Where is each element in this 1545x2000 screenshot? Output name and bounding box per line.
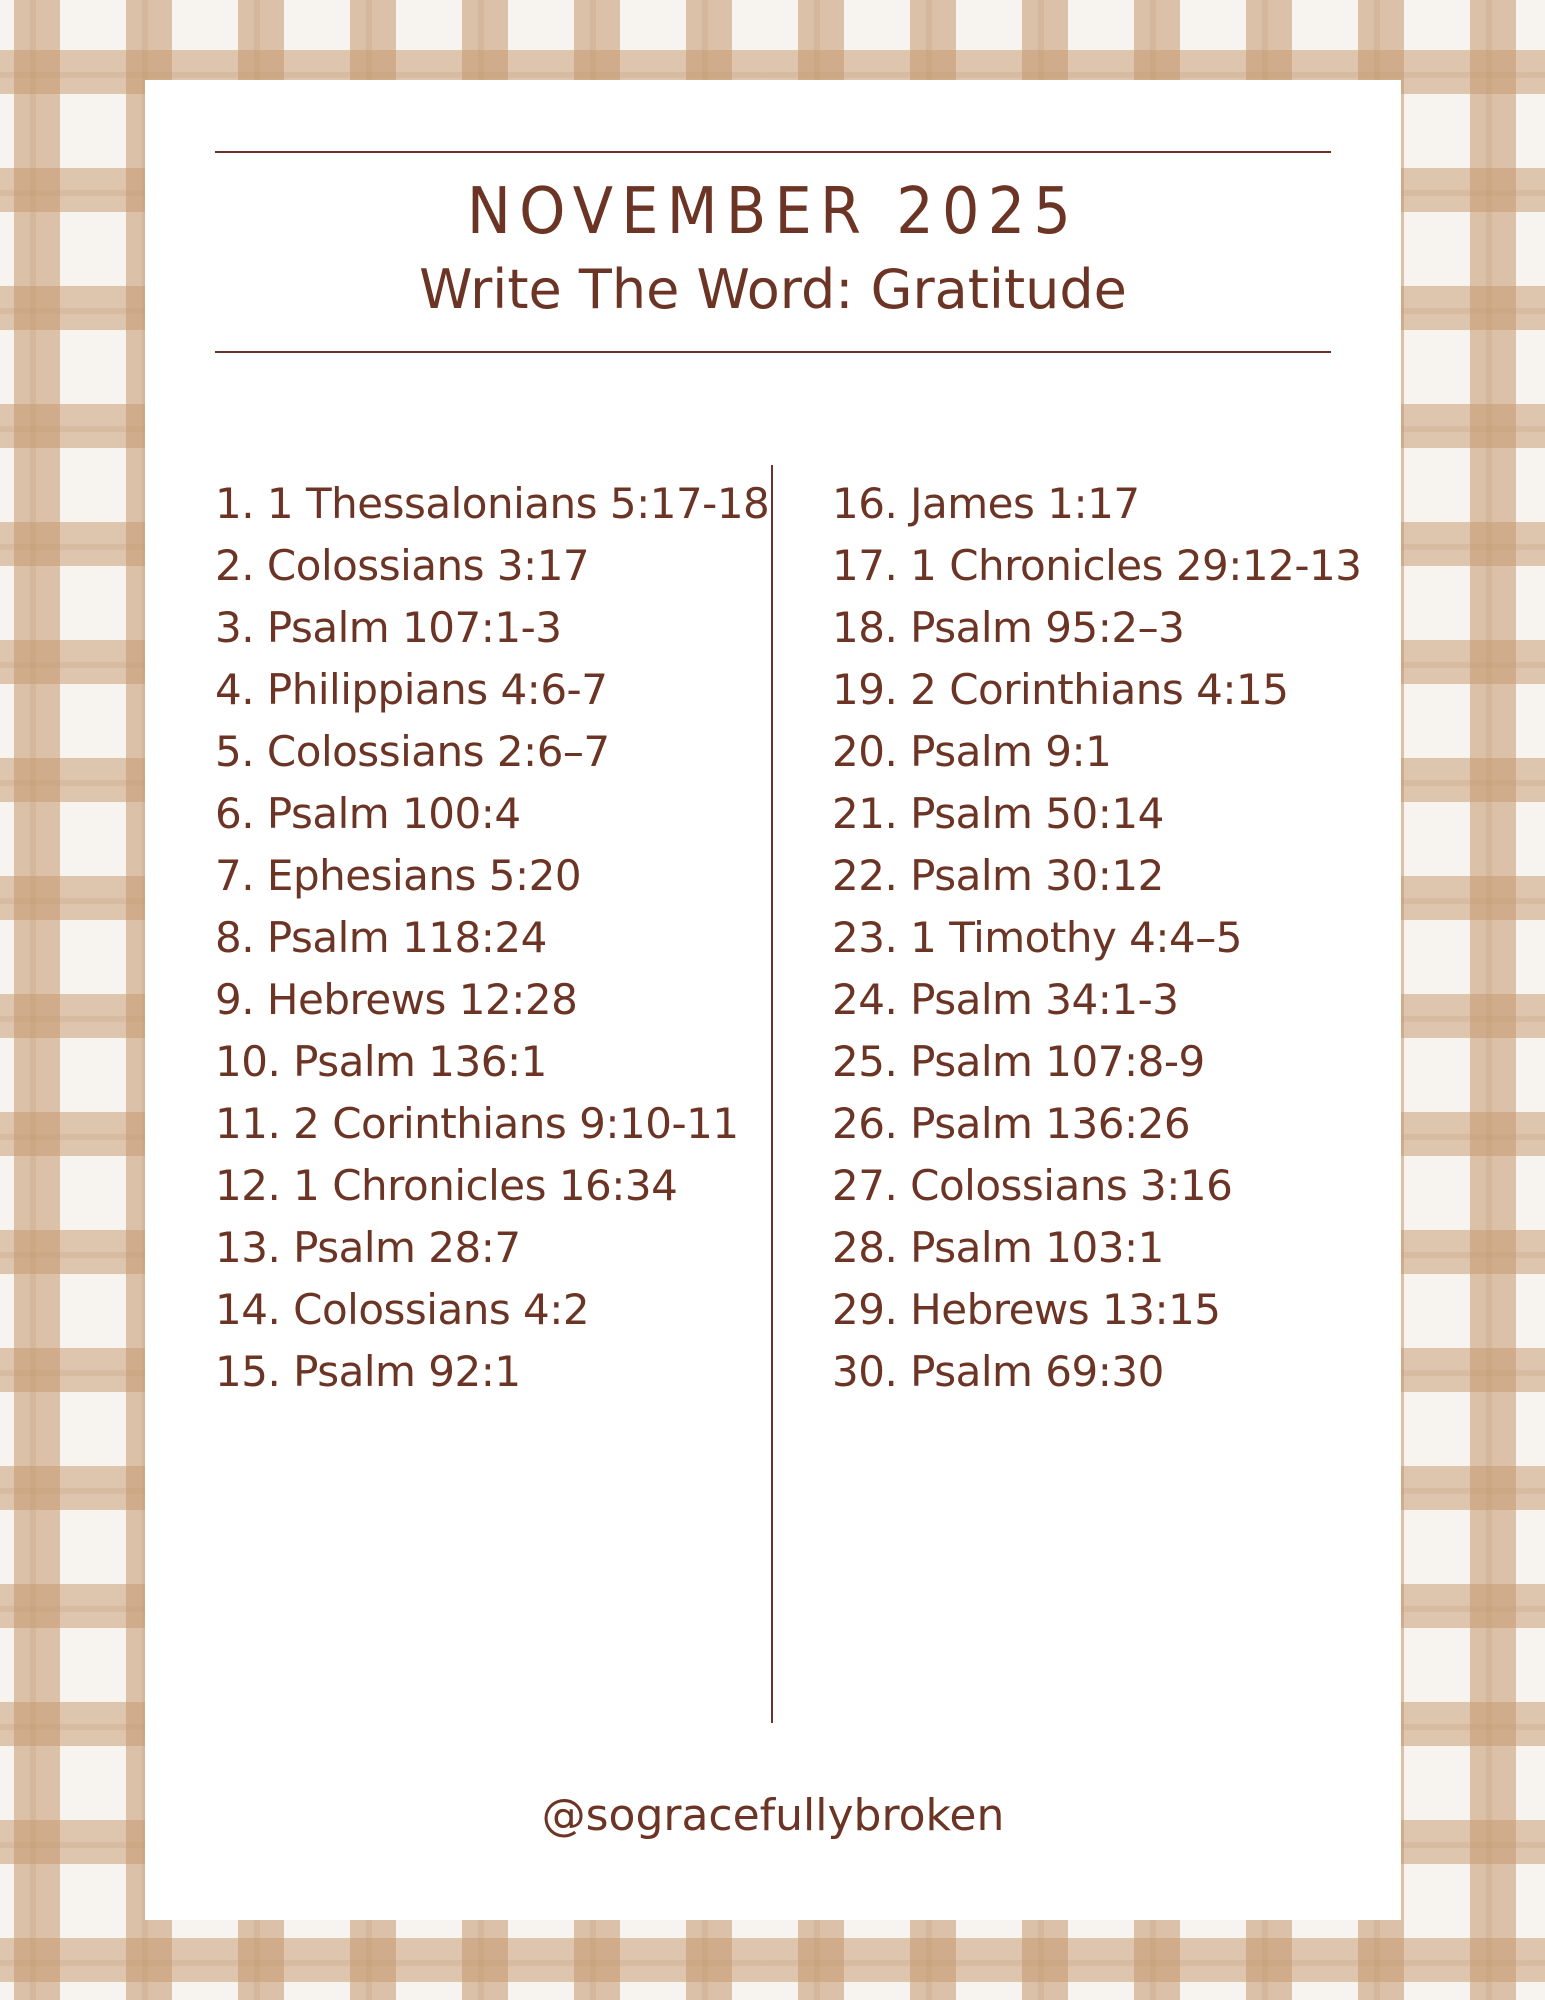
list-item: 1. 1 Thessalonians 5:17-18 — [215, 479, 770, 528]
list-item: 30. Psalm 69:30 — [832, 1347, 1164, 1396]
list-item: 19. 2 Corinthians 4:15 — [832, 665, 1289, 714]
list-item: 26. Psalm 136:26 — [832, 1099, 1191, 1148]
list-item: 27. Colossians 3:16 — [832, 1161, 1233, 1210]
list-item: 21. Psalm 50:14 — [832, 789, 1164, 838]
list-item: 20. Psalm 9:1 — [832, 727, 1112, 776]
list-item: 6. Psalm 100:4 — [215, 789, 521, 838]
list-item: 13. Psalm 28:7 — [215, 1223, 521, 1272]
reading-plan-card — [145, 80, 1401, 1920]
list-item: 28. Psalm 103:1 — [832, 1223, 1164, 1272]
page-subtitle: Write The Word: Gratitude — [419, 258, 1127, 321]
list-item: 4. Philippians 4:6-7 — [215, 665, 608, 714]
list-item: 24. Psalm 34:1-3 — [832, 975, 1179, 1024]
list-item: 14. Colossians 4:2 — [215, 1285, 590, 1334]
list-item: 17. 1 Chronicles 29:12-13 — [832, 541, 1362, 590]
list-item: 7. Ephesians 5:20 — [215, 851, 582, 900]
column-divider — [771, 465, 773, 1723]
header-top-rule — [215, 151, 1331, 153]
social-handle: @sogracefullybroken — [541, 1790, 1005, 1841]
list-item: 9. Hebrews 12:28 — [215, 975, 578, 1024]
reading-list-right — [832, 464, 1361, 1412]
list-item: 29. Hebrews 13:15 — [832, 1285, 1221, 1334]
page-title: NOVEMBER 2025 — [466, 175, 1080, 249]
list-item: 11. 2 Corinthians 9:10-11 — [215, 1099, 739, 1148]
list-item: 3. Psalm 107:1-3 — [215, 603, 562, 652]
list-item: 2. Colossians 3:17 — [215, 541, 590, 590]
list-item: 23. 1 Timothy 4:4–5 — [832, 913, 1242, 962]
list-item: 5. Colossians 2:6–7 — [215, 727, 610, 776]
list-item: 16. James 1:17 — [832, 479, 1140, 528]
list-item: 8. Psalm 118:24 — [215, 913, 547, 962]
list-item: 12. 1 Chronicles 16:34 — [215, 1161, 678, 1210]
list-item: 25. Psalm 107:8-9 — [832, 1037, 1205, 1086]
list-item: 22. Psalm 30:12 — [832, 851, 1164, 900]
list-item: 10. Psalm 136:1 — [215, 1037, 547, 1086]
reading-list-left — [215, 464, 769, 1412]
list-item: 18. Psalm 95:2–3 — [832, 603, 1185, 652]
list-item: 15. Psalm 92:1 — [215, 1347, 521, 1396]
header-bottom-rule — [215, 351, 1331, 353]
